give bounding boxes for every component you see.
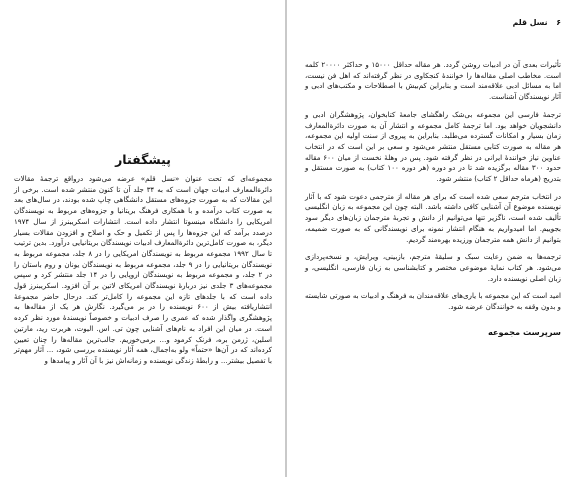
running-head [305,18,561,30]
series-editor-heading: سرپرست مجموعه [487,326,561,337]
running-title: نسل قلم [512,18,548,27]
left-page-content [14,152,272,367]
body-paragraph: در انتخاب مترجم سعی شده است که برای هر مقاله از مترجمی دعوت شود که با آثار نویسنده موضوع آن آشنایی کافی داشته باشد. البته چون این مجموعه به زبان انگلیسی تألیف شده است، ناگزیر تنها می‌توانیم از دانش و تجربهٔ مترجمان زبان‌های دیگر سود بجوییم. اما امیدواریم به هنگام انتشار نمونه برای نویسندگانی که به صورت ضمیمه، بتوانیم از دانش همه مترجمان ورزیده بهره‌مند گردیم. [305,191,561,244]
body-paragraph: تأثیرات بعدی آن در ادبیات روشن گردد. هر مقاله حداقل ۱۵۰۰۰ و حداکثر ۲۰۰۰۰ کلمه است. مخاطب اصلی مقاله‌ها را خوانندهٔ کنجکاوی در نظر گرفته‌اند که اهل فن نیست، اما به مسائل ادبی علاقه‌مند است و بنابراین کم‌بیش با اصطلاحات و مکتب‌های ادبی و آثار نویسندگان آشناست. [305,60,561,102]
preface-paragraph: مجموعه‌ای که تحت عنوان «نسل قلم» عرضه می‌شود درواقع ترجمهٔ مقالات دائرةالمعارف ادبیات جهان است که به ۳۴ جلد آن تا کنون منتشر شده است. برخی از این مقالات که به صورت جزوه‌های مستقل دانشگاهی چاپ شده بودند، در سال‌های بعد به صورت کتاب درآمده و با همکاری فرهنگ بریتانیا و جزوه‌های مربوط به نویسندگان امریکایی را دانشگاه مینسوتا انتشار داده است. انتشارات اسکریبنرز از سال ۱۹۷۴ درصدد برآمد که این جزوه‌ها را پس از تکمیل و حک و اصلاح و افزودن مقالات بسیار دیگر، به صورت کامل‌ترین دائرةالمعارف ادبیات نویسندگان بریتانیایی درآورد. بدین ترتیب تا سال ۱۹۹۲ مجموعه مربوط به نویسندگان امریکایی را در ۸ جلد، مجموعه مربوط به نویسندگان بریتانیایی را در ۹ جلد، مجموعه مربوط به نویسندگان یونان و روم باستان را در ۲ جلد، و مجموعه مربوط به نویسندگان اروپایی را در ۱۴ جلد منتشر کرد و سپس مجموعه‌های ۳ جلدی نیز دربارهٔ نویسندگان امریکای لاتین بر آن افزود. اسکریبنرز قول داده است که با جلدهای تازه این مجموعه را کامل‌تر کند. درحال حاضر مجموعهٔ انتشاریافته بیش از ۶۰۰ نویسنده را در بر می‌گیرد. نگارش هر یک از مقاله‌ها به پژوهشگری واگذار شده که عمری را صرف ادبیات و خصوصاً نویسندهٔ مورد نظر کرده است. در میان این افراد به نام‌های آشنایی چون تی. اس. الیوت، هربرت رید، مارتین اسلین، ژرمن بره، فرنک کرمود و... برمی‌خوریم. جالب‌ترین مقاله‌ها را چنان تعیین کرده‌اند که در آن‌ها «حتماً» ولو به‌اجمال، همه آثار نویسنده بررسی شود، ... آثار مهم‌تر با تفصیل بیشتر... و رابطهٔ زندگی نویسنده و زمانه‌اش نیز با آن آثار و پیامدها و [14,174,273,365]
chapter-title: پیشگفتار [115,152,171,167]
left-page [0,0,285,477]
body-paragraph: ترجمهٔ فارسی این مجموعه بی‌شک راهگشای جامعهٔ کتابخوان، پژوهشگران ادبی و دانشجویان خواهد بود. اما ترجمهٔ کامل مجموعه و انتشار آن به صورت دائرةالمعارف زمان بسیار و امکانات گسترده می‌طلبد. بنابراین به پیروی از سنت اولیه این مجموعه، هر مقاله به صورت کتابی مستقل منتشر می‌شود و سعی بر این است که در انتخاب عناوین نیاز خوانندهٔ ایرانی در نظر گرفته شود. پس در وهلهٔ نخست از میان ۶۰۰ مقاله حدود ۳۰۰ مقاله برگزیده شد تا در دو دوره (هر دوره ۱۰۰ کتاب) به صورت مستقل و بتدریج (هرماه حداقل ۲ کتاب) منتشر شود. [305,109,561,184]
right-page [287,0,572,477]
page-number: ۶ [556,18,561,27]
right-page-content [305,18,561,337]
body-paragraph: امید است که این مجموعه با یاری‌های علاقه‌مندان به فرهنگ و ادبیات به صورتی شایسته و بدون وقفه به خوانندگان عرضه شود. [305,291,561,312]
body-paragraph: ترجمه‌ها به ضمن رعایت سبک و سلیقهٔ مترجم، بازبینی، ویرایش، و نسخه‌پردازی می‌شود. هر کتاب نمایهٔ موضوعی مختصر و کتابشناسی به زبان فارسی، انگلیسی، و زبان اصلی نویسنده دارد. [305,252,561,283]
